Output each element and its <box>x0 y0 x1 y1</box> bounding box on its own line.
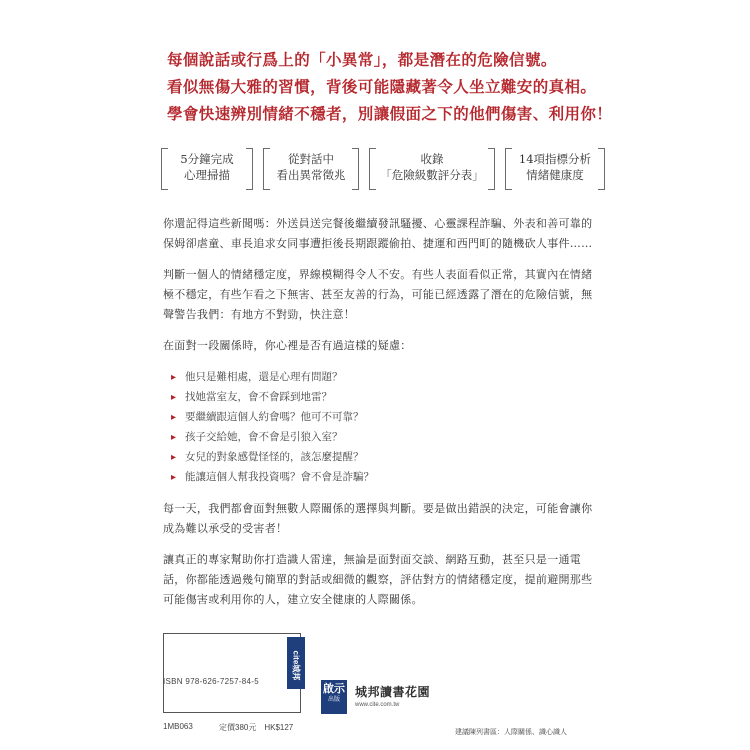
shelf-category: 建議陳列書區：人際關係、識心識人 <box>455 728 567 736</box>
feature-item <box>369 146 495 190</box>
bracket-left <box>505 148 512 190</box>
bracket-right <box>246 148 253 190</box>
body-paragraph: 在面對一段關係時，你心裡是否有過這樣的疑慮： <box>163 339 412 352</box>
feature-item <box>161 146 253 190</box>
price-text: 定價380元 HK$127 <box>219 723 294 732</box>
feature-line: 看出異常徵兆 <box>276 168 346 182</box>
feature-item <box>263 146 359 190</box>
headline-block <box>167 48 613 129</box>
bullet-icon: ▸ <box>171 412 177 423</box>
question-item <box>171 447 593 467</box>
question-list <box>171 367 593 487</box>
body-paragraph: 判斷一個人的情緒穩定度，界線模糊得令人不安。有些人表面看似正常，其實內在情緒極不穩定，有些乍看之下無害、甚至友善的行為，可能已經透露了潛在的危險信號，無聲警告我們：有地方不對勁，快注意！ <box>163 268 593 321</box>
bracket-left <box>161 148 168 190</box>
headline-line: 學會快速辨別情緒不穩者，別讓假面之下的他們傷害、利用你！ <box>167 104 613 123</box>
question-item <box>171 387 593 407</box>
question-text: 找她當室友，會不會踩到地雷？ <box>185 391 332 403</box>
bullet-icon: ▸ <box>171 432 177 443</box>
body-paragraph: 讓真正的專家幫助你打造識人雷達，無論是面對面交談、網路互動，甚至只是一通電話，你都能透過幾句簡單的對話或細微的觀察，評估對方的情緒穩定度，提前避開那些可能傷害或利用你的人，建立安全健康的人際關係。 <box>163 553 593 606</box>
bracket-left <box>369 148 376 190</box>
isbn-text: ISBN 978-626-7257-84-5 <box>163 677 259 686</box>
feature-line: 5分鐘完成 <box>180 152 234 166</box>
cite-garden-url: www.cite.com.tw <box>355 702 400 708</box>
feature-item <box>505 146 605 190</box>
bracket-right <box>352 148 359 190</box>
headline-line: 看似無傷大雅的習慣，背後可能隱藏著令人坐立難安的真相。 <box>167 77 597 96</box>
body-paragraph: 你還記得這些新聞嗎：外送員送完餐後繼續發訊騷擾、心靈課程詐騙、外表和善可靠的保姆卻虐童、車長追求女同事遭拒後長期跟蹤偷拍、捷運和西門町的隨機砍人事件…… <box>163 217 593 250</box>
body-paragraph: 每一天，我們都會面對無數人際關係的選擇與判斷。要是做出錯誤的決定，可能會讓你成為難以承受的受害者！ <box>163 502 593 535</box>
qishi-logo-subtext: 出版 <box>327 696 340 703</box>
book-back-cover <box>145 0 613 750</box>
barcode-box <box>163 633 301 713</box>
product-code: 1MB063 <box>163 722 193 731</box>
bracket-right <box>598 148 605 190</box>
bullet-icon: ▸ <box>171 392 177 403</box>
feature-row <box>161 146 601 190</box>
bracket-right <box>488 148 495 190</box>
question-text: 能讓這個人幫我投資嗎？會不會是詐騙？ <box>185 471 374 483</box>
qishi-publisher-logo <box>321 680 347 714</box>
feature-line: 從對話中 <box>288 152 334 166</box>
bracket-left <box>263 148 270 190</box>
feature-line: 14項指標分析 <box>518 152 592 166</box>
feature-line: 「危險級數評分表」 <box>380 168 484 182</box>
feature-line: 情緒健康度 <box>526 168 584 182</box>
feature-line: 心理掃描 <box>184 168 230 182</box>
bullet-icon: ▸ <box>171 472 177 483</box>
cite-garden-name: 城邦讀書花園 <box>355 685 431 699</box>
question-text: 他只是難相處，還是心理有問題？ <box>185 371 343 383</box>
body-text <box>163 214 593 621</box>
qishi-logo-text: 啟示 <box>323 682 345 695</box>
question-text: 要繼續跟這個人約會嗎？他可不可靠？ <box>185 411 364 423</box>
question-text: 孩子交給她，會不會是引狼入室？ <box>185 431 343 443</box>
cite-reading-garden-logo <box>355 683 465 715</box>
question-item <box>171 467 593 487</box>
headline-line: 每個說話或行爲上的「小異常」，都是潛在的危險信號。 <box>167 50 557 69</box>
question-item <box>171 427 593 447</box>
question-item <box>171 407 593 427</box>
question-text: 女兒的對象感覺怪怪的，該怎麼提醒？ <box>185 451 364 463</box>
cite-logo: cite城邦 <box>287 637 305 689</box>
bullet-icon: ▸ <box>171 452 177 463</box>
feature-line: 收錄 <box>420 152 444 166</box>
question-item <box>171 367 593 387</box>
bullet-icon: ▸ <box>171 372 177 383</box>
